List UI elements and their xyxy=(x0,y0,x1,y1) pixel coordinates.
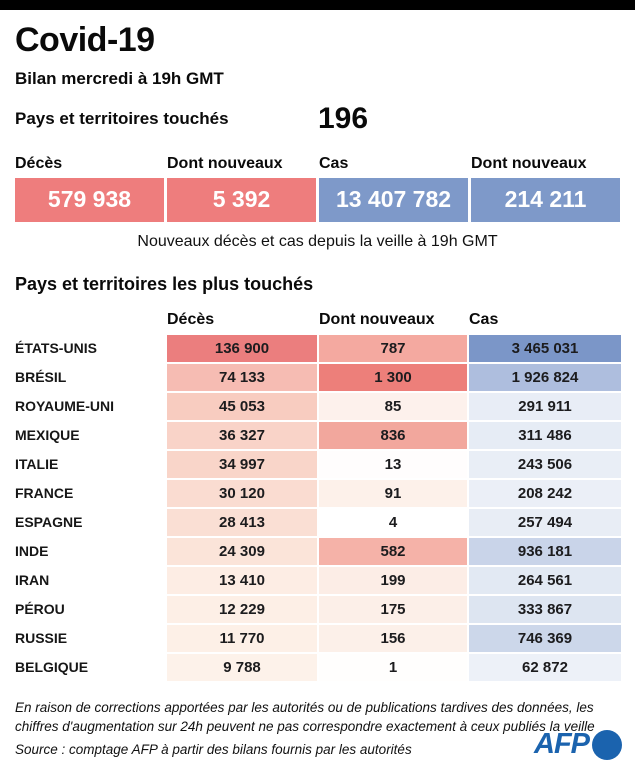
table-header-new-deaths: Dont nouveaux xyxy=(319,310,435,328)
deaths-cell: 45 053 xyxy=(167,393,317,420)
table-row xyxy=(15,451,620,478)
cases-cell: 936 181 xyxy=(469,538,621,565)
deaths-cell: 28 413 xyxy=(167,509,317,536)
country-label: ITALIE xyxy=(15,456,59,473)
country-label: BELGIQUE xyxy=(15,659,89,676)
table-row xyxy=(15,422,620,449)
summary-header-label: Décès xyxy=(15,154,63,172)
deaths-cell: 30 120 xyxy=(167,480,317,507)
correction-note: En raison de corrections apportées par les autorités ou de publications tardives des données, les chiffres d'augmentation sur 24h peuvent ne pas correspondre exactement à ceux publiés la veille xyxy=(15,699,595,735)
summary-value-box: 13 407 782 xyxy=(319,178,468,222)
afp-logo-circle-icon xyxy=(592,730,622,760)
source-line: Source : comptage AFP à partir des bilans fournis par les autorités xyxy=(15,741,412,757)
country-label: FRANCE xyxy=(15,485,74,502)
deaths-cell: 74 133 xyxy=(167,364,317,391)
cases-cell: 62 872 xyxy=(469,654,621,681)
summary-header-label: Dont nouveaux xyxy=(167,154,283,172)
table-row xyxy=(15,335,620,362)
cases-cell: 333 867 xyxy=(469,596,621,623)
top-black-bar xyxy=(0,0,635,10)
summary-value-box: 214 211 xyxy=(471,178,620,222)
new-deaths-cell: 1 xyxy=(319,654,467,681)
afp-logo xyxy=(534,728,622,761)
summary-header-label: Dont nouveaux xyxy=(471,154,587,172)
affected-territories-row xyxy=(15,102,620,136)
deaths-cell: 36 327 xyxy=(167,422,317,449)
table-header-cases: Cas xyxy=(469,310,499,328)
deaths-cell: 9 788 xyxy=(167,654,317,681)
cases-cell: 1 926 824 xyxy=(469,364,621,391)
country-label: MEXIQUE xyxy=(15,427,80,444)
new-deaths-cell: 175 xyxy=(319,596,467,623)
deaths-cell: 136 900 xyxy=(167,335,317,362)
summary-caption: Nouveaux décès et cas depuis la veille à 19h GMT xyxy=(137,232,498,250)
deaths-cell: 24 309 xyxy=(167,538,317,565)
cases-cell: 3 465 031 xyxy=(469,335,621,362)
bulletin-subtitle: Bilan mercredi à 19h GMT xyxy=(15,68,224,88)
new-deaths-cell: 1 300 xyxy=(319,364,467,391)
afp-logo-text: AFP xyxy=(534,728,589,760)
summary-header-label: Cas xyxy=(319,154,349,172)
table-header-country xyxy=(15,311,165,329)
new-deaths-cell: 91 xyxy=(319,480,467,507)
deaths-cell: 13 410 xyxy=(167,567,317,594)
country-label: RUSSIE xyxy=(15,630,68,647)
new-deaths-cell: 4 xyxy=(319,509,467,536)
new-deaths-cell: 836 xyxy=(319,422,467,449)
deaths-cell: 11 770 xyxy=(167,625,317,652)
affected-territories-label: Pays et territoires touchés xyxy=(15,108,229,128)
affected-territories-count: 196 xyxy=(318,101,369,135)
cases-cell: 208 242 xyxy=(469,480,621,507)
summary-value-box: 579 938 xyxy=(15,178,164,222)
cases-cell: 311 486 xyxy=(469,422,621,449)
table-body xyxy=(15,335,620,681)
table-row xyxy=(15,625,620,652)
country-label: PÉROU xyxy=(15,601,65,618)
table-row xyxy=(15,393,620,420)
country-label: INDE xyxy=(15,543,49,560)
table-header-row xyxy=(15,311,620,329)
new-deaths-cell: 787 xyxy=(319,335,467,362)
table-row xyxy=(15,538,620,565)
summary-value-box: 5 392 xyxy=(167,178,316,222)
cases-cell: 291 911 xyxy=(469,393,621,420)
summary-column-headers xyxy=(15,155,620,173)
country-label: ÉTATS-UNIS xyxy=(15,340,97,357)
cases-cell: 257 494 xyxy=(469,509,621,536)
cases-cell: 243 506 xyxy=(469,451,621,478)
table-section-title: Pays et territoires les plus touchés xyxy=(15,273,314,294)
new-deaths-cell: 582 xyxy=(319,538,467,565)
cases-cell: 746 369 xyxy=(469,625,621,652)
country-label: ESPAGNE xyxy=(15,514,83,531)
table-row xyxy=(15,596,620,623)
table-row xyxy=(15,567,620,594)
country-label: IRAN xyxy=(15,572,50,589)
table-row xyxy=(15,509,620,536)
new-deaths-cell: 85 xyxy=(319,393,467,420)
page-title: Covid-19 xyxy=(15,21,155,59)
cases-cell: 264 561 xyxy=(469,567,621,594)
table-row xyxy=(15,654,620,681)
table-row xyxy=(15,480,620,507)
country-label: BRÉSIL xyxy=(15,369,67,386)
new-deaths-cell: 13 xyxy=(319,451,467,478)
country-label: ROYAUME-UNI xyxy=(15,398,115,415)
deaths-cell: 34 997 xyxy=(167,451,317,478)
new-deaths-cell: 156 xyxy=(319,625,467,652)
table-row xyxy=(15,364,620,391)
deaths-cell: 12 229 xyxy=(167,596,317,623)
summary-value-boxes xyxy=(15,178,620,222)
new-deaths-cell: 199 xyxy=(319,567,467,594)
table-header-deaths: Décès xyxy=(167,310,215,328)
